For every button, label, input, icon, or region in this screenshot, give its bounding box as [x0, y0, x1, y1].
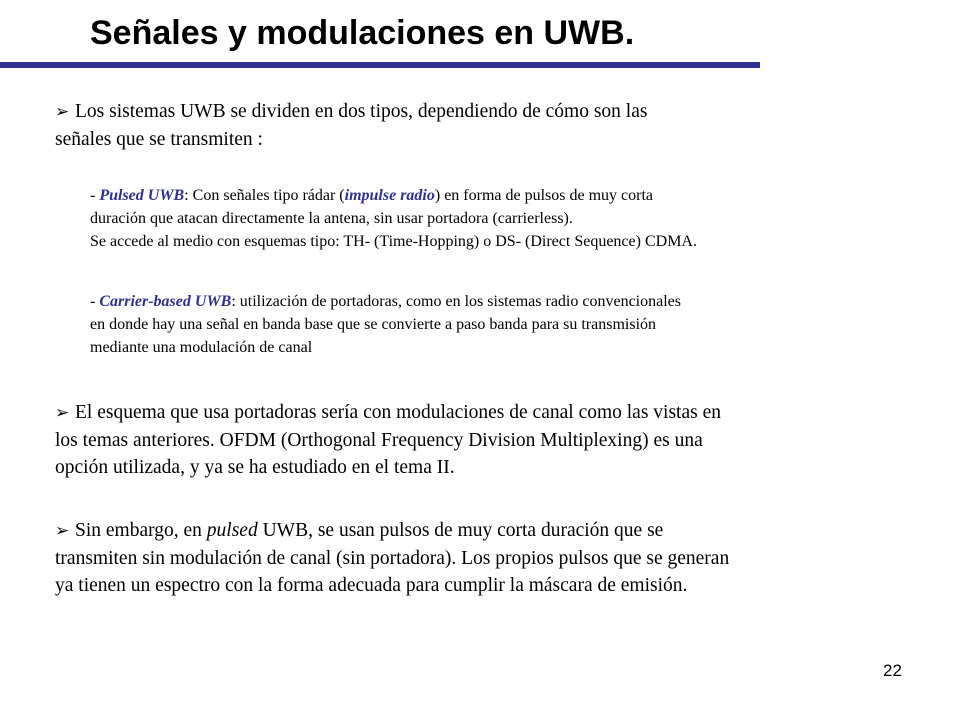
- bullet-text-line: Los sistemas UWB se dividen en dos tipos, dependiendo de cómo son las: [75, 101, 648, 122]
- sub-text: : utilización de portadoras, como en los sistemas radio convencionales: [231, 293, 681, 310]
- bullet-text-line: opción utilizada, y ya se ha estudiado en el tema II.: [55, 457, 455, 478]
- term-carrier-based-uwb: Carrier-based UWB: [99, 293, 232, 310]
- bullet-text-line: señales que se transmiten :: [55, 129, 263, 150]
- bullet-text-line: los temas anteriores. OFDM (Orthogonal Frequency Division Multiplexing) es una: [55, 430, 703, 451]
- bullet-carrier-scheme: [55, 399, 915, 481]
- sub-item-carrier-based-uwb: [90, 290, 920, 359]
- dash: -: [90, 293, 100, 310]
- sub-text-line: duración que atacan directamente la antena, sin usar portadora (carrierless).: [90, 210, 573, 227]
- bullet-text: UWB, se usan pulsos de muy corta duración que se: [257, 520, 664, 541]
- bullet-text-line: El esquema que usa portadoras sería con modulaciones de canal como las vistas en: [75, 402, 721, 423]
- sub-text-line: mediante una modulación de canal: [90, 339, 313, 356]
- arrow-bullet-icon: ➢: [55, 102, 70, 122]
- sub-text-line: Se accede al medio con esquemas tipo: TH- (Time-Hopping) o DS- (Direct Sequence) CDMA.: [90, 233, 697, 250]
- bullet-text: Sin embargo, en: [75, 520, 207, 541]
- sub-item-pulsed-uwb: [90, 184, 920, 253]
- sub-text: : Con señales tipo rádar (: [184, 187, 345, 204]
- bullet-types-intro: [55, 98, 915, 153]
- term-impulse-radio: impulse radio: [344, 187, 435, 204]
- arrow-bullet-icon: ➢: [55, 521, 70, 541]
- term-pulsed-uwb: Pulsed UWB: [99, 187, 185, 204]
- sub-text-line: en donde hay una señal en banda base que se convierte a paso banda para su transmisión: [90, 316, 657, 333]
- title-underline: [0, 62, 760, 68]
- bullet-pulsed-uwb: [55, 517, 915, 599]
- slide-title: Señales y modulaciones en UWB.: [90, 14, 635, 52]
- bullet-text-line: ya tienen un espectro con la forma adecuada para cumplir la máscara de emisión.: [55, 575, 688, 596]
- page-number: 22: [883, 661, 902, 680]
- dash: -: [90, 187, 100, 204]
- arrow-bullet-icon: ➢: [55, 403, 70, 423]
- bullet-text-line: transmiten sin modulación de canal (sin portadora). Los propios pulsos que se generan: [55, 548, 730, 569]
- emphasis-pulsed: pulsed: [206, 520, 258, 541]
- sub-text: ) en forma de pulsos de muy corta: [434, 187, 654, 204]
